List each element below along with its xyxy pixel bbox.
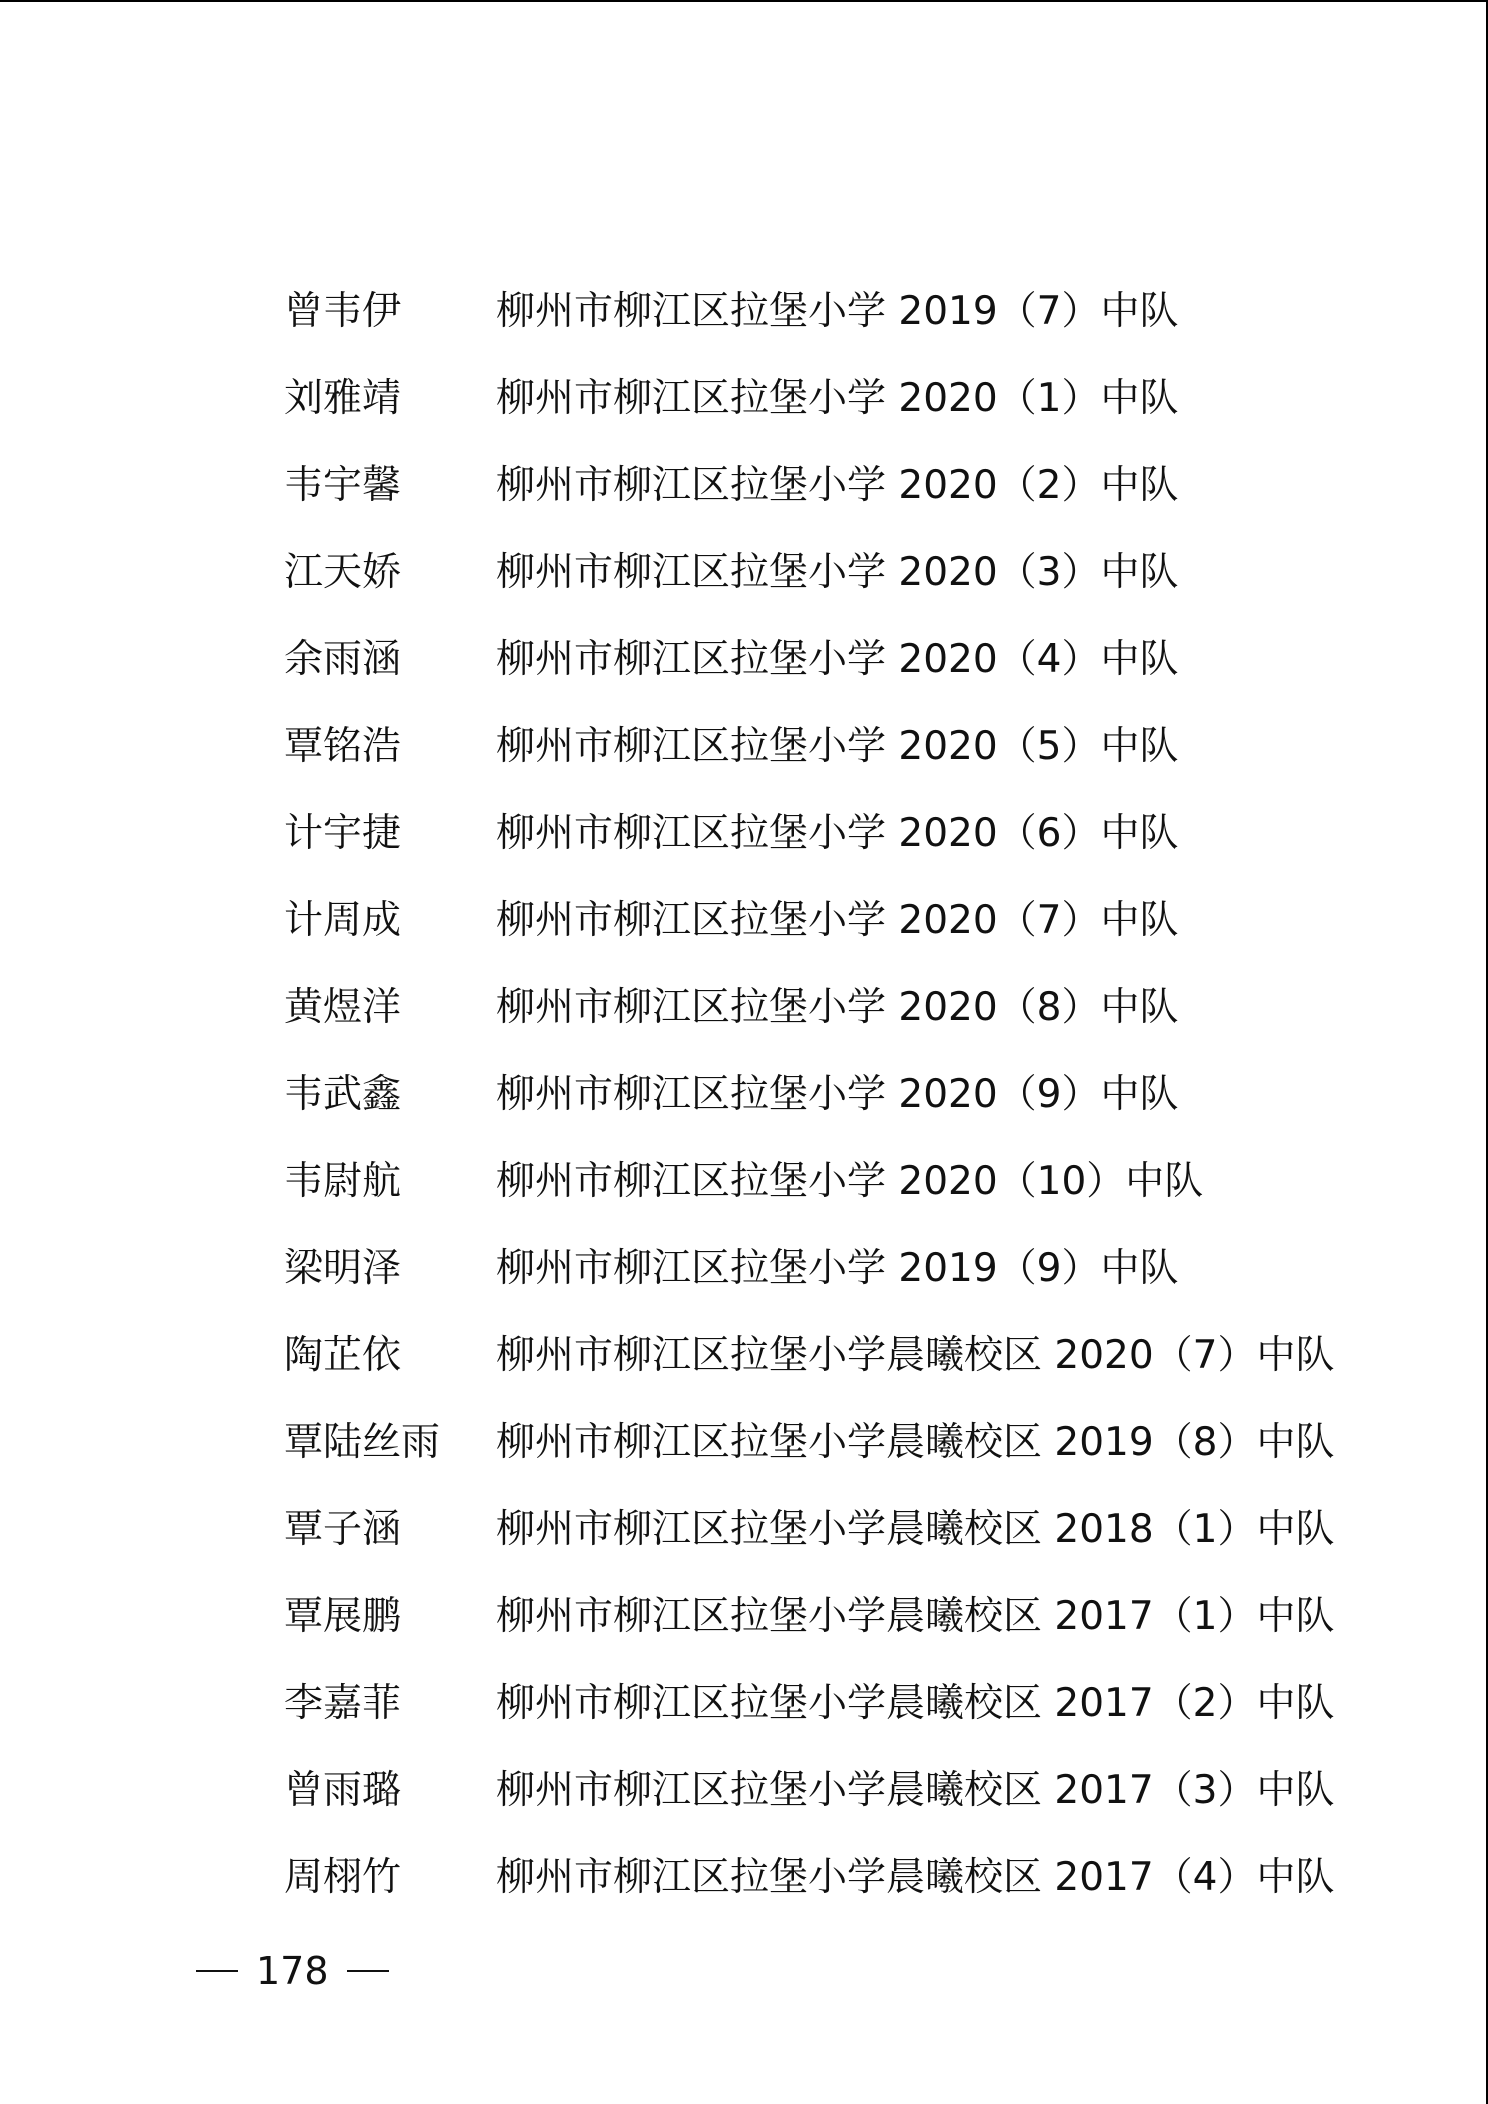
roster-name: 周栩竹 bbox=[284, 1855, 402, 1900]
roster-unit: 柳州市柳江区拉堡小学晨曦校区 2017（3）中队 bbox=[496, 1768, 1335, 1813]
page-number-dash-left bbox=[196, 1970, 238, 1972]
roster-row bbox=[284, 1573, 1404, 1660]
roster-name: 曾雨璐 bbox=[284, 1768, 402, 1813]
roster-unit: 柳州市柳江区拉堡小学 2019（7）中队 bbox=[496, 289, 1179, 334]
roster-unit: 柳州市柳江区拉堡小学 2020（10）中队 bbox=[496, 1159, 1204, 1204]
roster-name: 陶芷依 bbox=[284, 1333, 402, 1378]
roster-name: 刘雅靖 bbox=[284, 376, 402, 421]
roster-row bbox=[284, 1834, 1404, 1921]
roster-row bbox=[284, 268, 1404, 355]
roster-unit: 柳州市柳江区拉堡小学晨曦校区 2019（8）中队 bbox=[496, 1420, 1335, 1465]
roster-row bbox=[284, 703, 1404, 790]
roster-unit: 柳州市柳江区拉堡小学晨曦校区 2017（4）中队 bbox=[496, 1855, 1335, 1900]
page-number bbox=[196, 1944, 389, 1998]
roster-name: 江天娇 bbox=[284, 550, 402, 595]
roster-row bbox=[284, 442, 1404, 529]
roster-unit: 柳州市柳江区拉堡小学 2020（8）中队 bbox=[496, 985, 1179, 1030]
roster-name: 计周成 bbox=[284, 898, 402, 943]
roster-row bbox=[284, 1138, 1404, 1225]
roster-name: 韦武鑫 bbox=[284, 1072, 402, 1117]
roster-row bbox=[284, 1225, 1404, 1312]
roster-unit: 柳州市柳江区拉堡小学 2020（3）中队 bbox=[496, 550, 1179, 595]
roster-name: 计宇捷 bbox=[284, 811, 402, 856]
roster-unit: 柳州市柳江区拉堡小学 2020（9）中队 bbox=[496, 1072, 1179, 1117]
roster-row bbox=[284, 1660, 1404, 1747]
roster-row bbox=[284, 790, 1404, 877]
roster-name: 韦宇馨 bbox=[284, 463, 402, 508]
roster-row bbox=[284, 1486, 1404, 1573]
roster-unit: 柳州市柳江区拉堡小学晨曦校区 2017（1）中队 bbox=[496, 1594, 1335, 1639]
roster-name: 黄煜洋 bbox=[284, 985, 402, 1030]
roster-unit: 柳州市柳江区拉堡小学晨曦校区 2017（2）中队 bbox=[496, 1681, 1335, 1726]
roster-name: 曾韦伊 bbox=[284, 289, 402, 334]
roster-row bbox=[284, 1312, 1404, 1399]
roster-row bbox=[284, 616, 1404, 703]
roster-row bbox=[284, 1747, 1404, 1834]
roster-unit: 柳州市柳江区拉堡小学 2020（5）中队 bbox=[496, 724, 1179, 769]
roster-row bbox=[284, 529, 1404, 616]
page-number-dash-right bbox=[347, 1970, 389, 1972]
page-top-border bbox=[0, 0, 1488, 2]
roster-row bbox=[284, 877, 1404, 964]
roster-unit: 柳州市柳江区拉堡小学 2020（1）中队 bbox=[496, 376, 1179, 421]
roster-unit: 柳州市柳江区拉堡小学 2020（2）中队 bbox=[496, 463, 1179, 508]
roster-row bbox=[284, 1051, 1404, 1138]
roster-name: 韦尉航 bbox=[284, 1159, 402, 1204]
roster-list bbox=[284, 268, 1404, 1921]
roster-unit: 柳州市柳江区拉堡小学 2020（6）中队 bbox=[496, 811, 1179, 856]
page-number-value: 178 bbox=[256, 1949, 329, 1993]
roster-name: 余雨涵 bbox=[284, 637, 402, 682]
roster-row bbox=[284, 1399, 1404, 1486]
roster-name: 覃陆丝雨 bbox=[284, 1420, 441, 1465]
roster-name: 李嘉菲 bbox=[284, 1681, 402, 1726]
roster-unit: 柳州市柳江区拉堡小学 2019（9）中队 bbox=[496, 1246, 1179, 1291]
roster-name: 覃子涵 bbox=[284, 1507, 402, 1552]
roster-unit: 柳州市柳江区拉堡小学晨曦校区 2018（1）中队 bbox=[496, 1507, 1335, 1552]
roster-unit: 柳州市柳江区拉堡小学 2020（7）中队 bbox=[496, 898, 1179, 943]
roster-name: 覃展鹏 bbox=[284, 1594, 402, 1639]
roster-unit: 柳州市柳江区拉堡小学晨曦校区 2020（7）中队 bbox=[496, 1333, 1335, 1378]
roster-row bbox=[284, 964, 1404, 1051]
roster-row bbox=[284, 355, 1404, 442]
roster-name: 梁明泽 bbox=[284, 1246, 402, 1291]
roster-name: 覃铭浩 bbox=[284, 724, 402, 769]
roster-unit: 柳州市柳江区拉堡小学 2020（4）中队 bbox=[496, 637, 1179, 682]
